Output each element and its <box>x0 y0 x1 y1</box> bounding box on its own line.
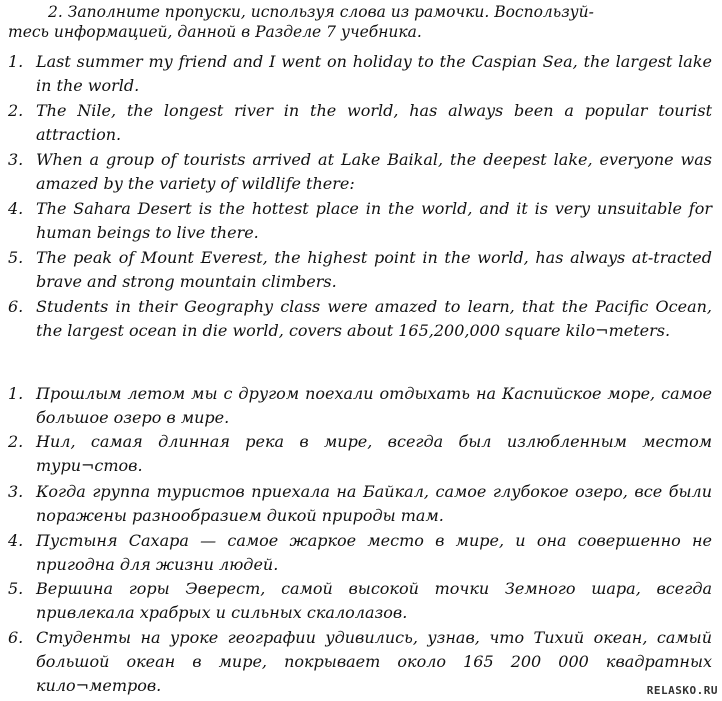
item-text: Пустыня Сахара — самое жаркое место в мире, и она совершенно не пригодна для жизни людей. <box>36 531 712 574</box>
item-number: 5. <box>8 579 24 598</box>
item-text: When a group of tourists arrived at Lake Baikal, the deepest lake, everyone was amazed by the variety of wildlife there: <box>36 150 712 193</box>
item-text: Когда группа туристов приехала на Байкал, самое глубокое озеро, все были поражены разнообразием дикой природы там. <box>36 482 712 525</box>
item-text: Students in their Geography class were amazed to learn, that the Pacific Ocean, the largest ocean in die world, covers about 165,200,000 square kilo¬meters. <box>36 297 712 340</box>
russian-item-6 <box>8 626 712 698</box>
english-item-6 <box>8 295 712 343</box>
russian-item-5 <box>8 577 712 625</box>
item-text: Прошлым летом мы с другом поехали отдыхать на Каспийское море, самое большое озеро в мире. <box>36 384 712 427</box>
item-text: The Nile, the longest river in the world, has always been a popular tourist attraction. <box>36 101 712 144</box>
russian-item-4 <box>8 529 712 577</box>
item-text: Вершина горы Эверест, самой высокой точки Земного шара, всегда привлекала храбрых и сильных скалолазов. <box>36 579 712 622</box>
english-item-2 <box>8 99 712 147</box>
item-text: The Sahara Desert is the hottest place in the world, and it is very unsuitable for human beings to live there. <box>36 199 712 242</box>
item-number: 3. <box>8 482 24 501</box>
item-text: Last summer my friend and I went on holiday to the Caspian Sea, the largest lake in the world. <box>36 52 712 95</box>
item-number: 5. <box>8 248 24 267</box>
item-text: Нил, самая длинная река в мире, всегда был излюбленным местом тури¬стов. <box>36 432 712 475</box>
item-text: The peak of Mount Everest, the highest point in the world, has always at-tracted brave and strong mountain climbers. <box>36 248 712 291</box>
english-item-5 <box>8 246 712 294</box>
site-watermark: RELASKO.RU <box>646 684 718 697</box>
english-item-4 <box>8 197 712 245</box>
item-number: 4. <box>8 531 24 550</box>
item-number: 6. <box>8 628 24 647</box>
item-number: 1. <box>8 384 24 403</box>
item-number: 3. <box>8 150 24 169</box>
russian-item-2 <box>8 430 712 478</box>
russian-item-3 <box>8 480 712 528</box>
item-number: 2. <box>8 101 24 120</box>
english-item-3 <box>8 148 712 196</box>
item-number: 4. <box>8 199 24 218</box>
item-text: Студенты на уроке географии удивились, узнав, что Тихий океан, самый большой океан в мире, покрывает около 165 200 000 квадратных кило¬метров. <box>36 628 712 695</box>
russian-item-1 <box>8 382 712 430</box>
english-item-1 <box>8 50 712 98</box>
heading-line-2: тесь информацией, данной в Разделе 7 учебника. <box>8 23 422 41</box>
item-number: 6. <box>8 297 24 316</box>
exercise-heading <box>8 2 708 42</box>
item-number: 2. <box>8 432 24 451</box>
heading-line-1: 2. Заполните пропуски, используя слова из рамочки. Воспользуй- <box>48 3 594 21</box>
item-number: 1. <box>8 52 24 71</box>
